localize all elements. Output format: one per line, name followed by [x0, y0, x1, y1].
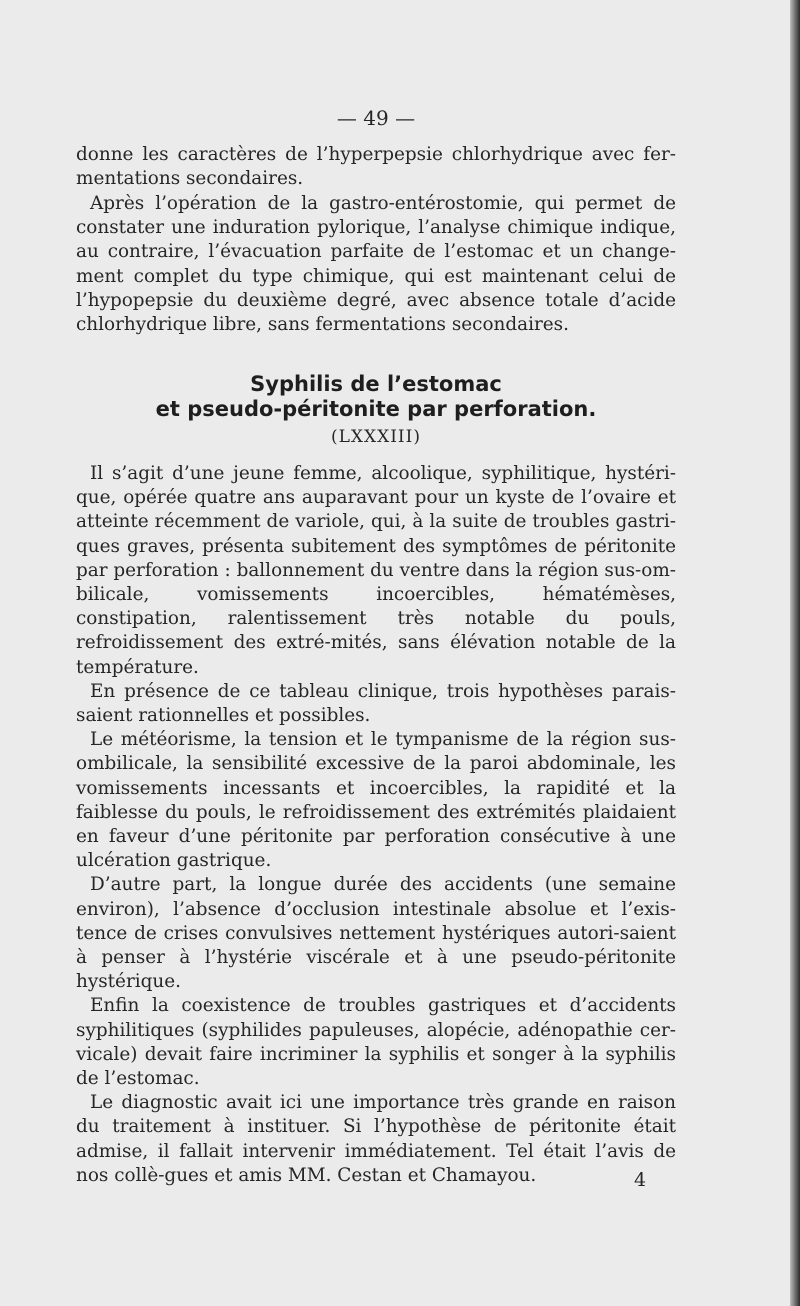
body-paragraph: Le diagnostic avait ici une importance très grande en raison du traitement à instituer. Si l’hypothèse de péritonite était admise, il fallait intervenir immédiatement. Tel était l’avis de nos collè-gues et amis MM. Cestan et Chamayou.	[76, 1092, 676, 1186]
page-edge-shadow	[790, 0, 800, 1306]
intro-paragraph-1: donne les caractères de l’hyperpepsie chlorhydrique avec fer-mentations secondaires.	[76, 144, 676, 190]
section-title-line-1: Syphilis de l’estomac	[250, 372, 502, 396]
section-title-line-2: et pseudo-péritonite par perforation.	[155, 397, 597, 421]
signature-mark: 4	[634, 1169, 647, 1191]
case-number: (LXXXIII)	[330, 427, 421, 447]
body-paragraph: Enfin la coexistence de troubles gastriques et d’accidents syphilitiques (syphilides papuleuses, alopécie, adénopathie cer-vicale) devait faire incriminer la syphilis et songer à la syphilis de l’estomac.	[76, 995, 676, 1090]
body-paragraph: Il s’agit d’une jeune femme, alcoolique, syphilitique, hystéri-que, opérée quatre ans auparavant pour un kyste de l’ovaire et atteinte récemment de variole, qui, à la suite de troubles gastri-ques graves, présenta subitement des symptômes de péritonite par perforation : ballonnement du ventre dans la région sus-om-bilicale, vomissements incoercibles, hématémèses, constipation, ralentissement très notable du pouls, refroidissement des extré-mités, sans élévation notable de la température.	[76, 463, 676, 678]
case-body	[76, 462, 676, 1188]
page-number: — 49 —	[336, 106, 416, 130]
body-paragraph: D’autre part, la longue durée des accidents (une semaine environ), l’absence d’occlusion intestinale absolue et l’exis-tence de crises convulsives nettement hystériques autori-saient à penser à l’hystérie viscérale et à une pseudo-péritonite hystérique.	[76, 874, 676, 993]
body-paragraph: Le météorisme, la tension et le tympanisme de la région sus-ombilicale, la sensibilité excessive de la paroi abdominale, les vomissements incessants et incoercibles, la rapidité et la faiblesse du pouls, le refroidissement des extrémités plaidaient en faveur d’une péritonite par perforation consécutive à une ulcération gastrique.	[76, 729, 676, 872]
intro-paragraph-2: Après l’opération de la gastro-entérostomie, qui permet de constater une induration pylorique, l’analyse chimique indique, au contraire, l’évacuation parfaite de l’estomac et un change-ment complet du type chimique, qui est maintenant celui de l’hypopepsie du deuxième degré, avec absence totale d’acide chlorhydrique libre, sans fermentations secondaires.	[76, 193, 676, 336]
body-paragraph: En présence de ce tableau clinique, trois hypothèses parais-saient rationnelles et possibles.	[76, 680, 676, 727]
